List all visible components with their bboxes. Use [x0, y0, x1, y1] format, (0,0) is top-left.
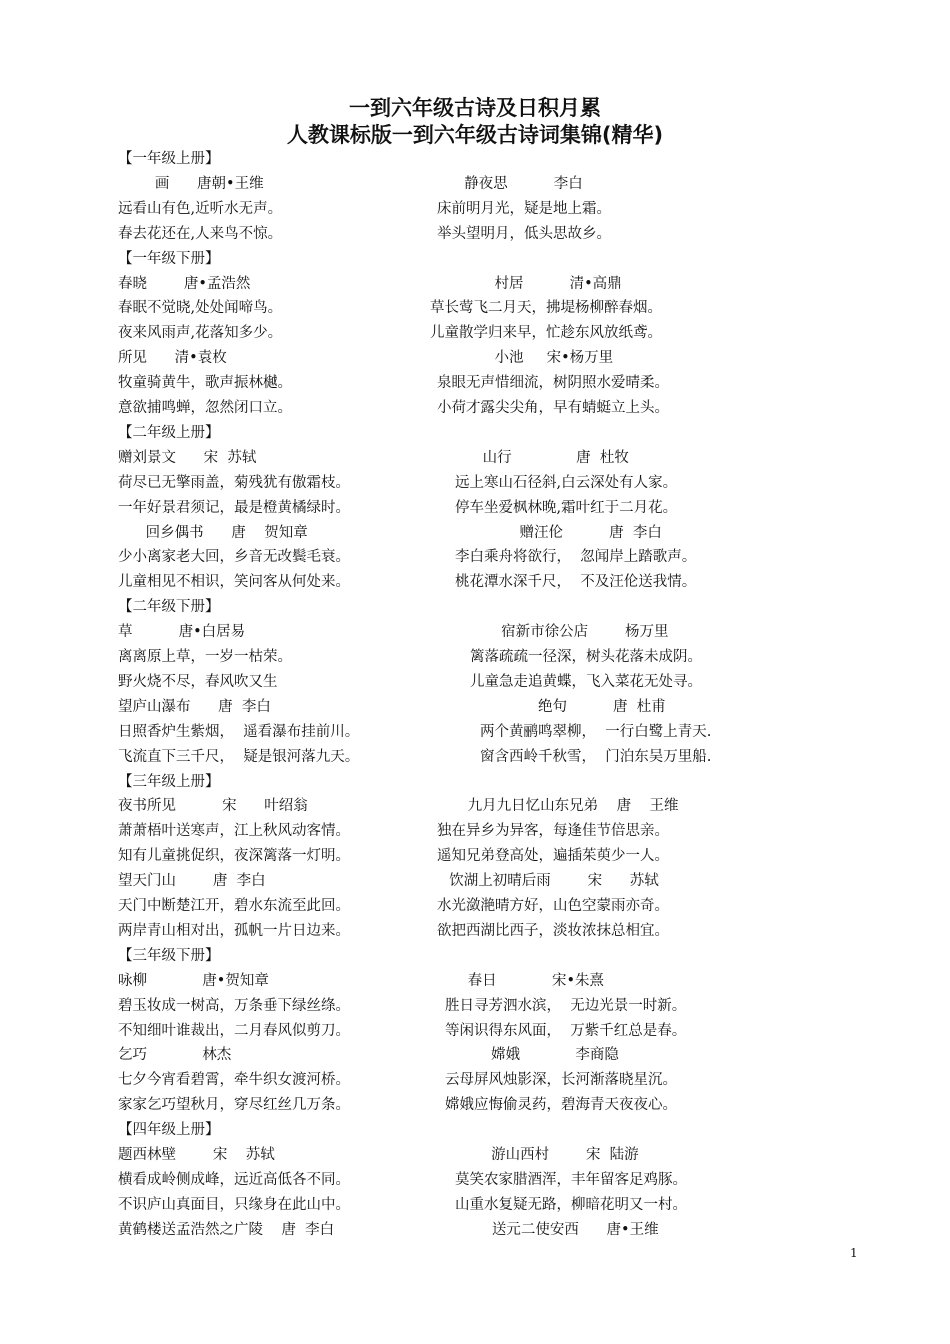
right-line: 嫦娥应悔偷灵药，碧海青天夜夜心。 — [445, 1097, 677, 1113]
right-line: 山行 唐 杜牧 — [455, 450, 629, 466]
left-line: 少小离家老大回，乡音无改鬓毛衰。 — [118, 549, 350, 565]
left-line: 回乡偶书 唐 贺知章 — [118, 525, 308, 541]
left-line: 一年好景君须记，最是橙黄橘绿时。 — [118, 500, 350, 516]
left-line: 春眠不觉晓,处处闻啼鸟。 — [118, 300, 283, 316]
right-line: 静夜思 李白 — [455, 176, 583, 192]
left-line: 两岸青山相对出，孤帆一片日边来。 — [118, 923, 350, 939]
right-line: 山重水复疑无路，柳暗花明又一村。 — [455, 1197, 687, 1213]
left-line: 草 唐•白居易 — [118, 624, 246, 640]
right-line: 欲把西湖比西子，淡妆浓抹总相宜。 — [437, 923, 669, 939]
left-line: 望庐山瀑布 唐 李白 — [118, 699, 271, 715]
left-line: 荷尽已无擎雨盖，菊残犹有傲霜枝。 — [118, 475, 350, 491]
right-line: 水光潋滟晴方好，山色空蒙雨亦奇。 — [437, 898, 669, 914]
left-line: 家家乞巧望秋月，穿尽红丝几万条。 — [118, 1097, 350, 1113]
right-line: 草长莺飞二月天，拂堤杨柳醉春烟。 — [430, 300, 662, 316]
right-line: 游山西村 宋 陆游 — [445, 1147, 639, 1163]
left-line: 碧玉妆成一树高，万条垂下绿丝绦。 — [118, 998, 350, 1014]
right-line: 儿童急走追黄蝶，飞入菜花无处寻。 — [470, 674, 702, 690]
document-title-1: 一到六年级古诗及日积月累 — [349, 96, 601, 120]
left-line: 【一年级上册】 — [118, 151, 220, 167]
right-line: 赠汪伦 唐 李白 — [455, 525, 662, 541]
left-line: 远看山有色,近听水无声。 — [118, 201, 283, 217]
document-title-2: 人教课标版一到六年级古诗词集锦(精华) — [286, 123, 664, 147]
left-line: 夜书所见 宋 叶绍翁 — [118, 798, 308, 814]
right-line: 送元二使安西 唐•王维 — [455, 1222, 659, 1238]
right-line: 饮湖上初晴后雨 宋 苏轼 — [440, 873, 659, 889]
left-line: 望天门山 唐 李白 — [118, 873, 266, 889]
right-line: 村居 清•高鼎 — [430, 276, 622, 292]
right-line: 宿新市徐公店 杨万里 — [455, 624, 669, 640]
right-line: 云母屏风烛影深，长河渐落晓星沉。 — [445, 1072, 677, 1088]
left-line: 日照香炉生紫烟， 遥看瀑布挂前川。 — [118, 724, 360, 740]
left-line: 【四年级上册】 — [118, 1122, 220, 1138]
right-line: 桃花潭水深千尺， 不及汪伦送我情。 — [455, 574, 697, 590]
right-line: 远上寒山石径斜,白云深处有人家。 — [455, 475, 678, 491]
left-line: 知有儿童挑促织，夜深篱落一灯明。 — [118, 848, 350, 864]
right-line: 床前明月光，疑是地上霜。 — [437, 201, 611, 217]
left-line: 【三年级上册】 — [118, 774, 220, 790]
right-line: 窗含西岭千秋雪， 门泊东吴万里船. — [480, 749, 712, 765]
right-line: 遥知兄弟登高处，遍插茱萸少一人。 — [437, 848, 669, 864]
left-line: 【二年级下册】 — [118, 599, 220, 615]
left-line: 不识庐山真面目，只缘身在此山中。 — [118, 1197, 350, 1213]
right-line: 两个黄鹂鸣翠柳， 一行白鹭上青天. — [480, 724, 712, 740]
left-line: 所见 清•袁枚 — [118, 350, 227, 366]
right-line: 九月九日忆山东兄弟 唐 王维 — [440, 798, 679, 814]
left-line: 【一年级下册】 — [118, 251, 220, 267]
left-line: 萧萧梧叶送寒声，江上秋风动客情。 — [118, 823, 350, 839]
right-line: 李白乘舟将欲行， 忽闻岸上踏歌声。 — [455, 549, 697, 565]
left-line: 横看成岭侧成峰，远近高低各不同。 — [118, 1172, 350, 1188]
left-line: 黄鹤楼送孟浩然之广陵 唐 李白 — [118, 1222, 335, 1238]
left-line: 赠刘景文 宋 苏轼 — [118, 450, 257, 466]
left-line: 野火烧不尽，春风吹又生 — [118, 674, 278, 690]
right-line: 嫦娥 李商隐 — [445, 1047, 619, 1063]
left-line: 天门中断楚江开，碧水东流至此回。 — [118, 898, 350, 914]
right-line: 停车坐爱枫林晚,霜叶红于二月花。 — [455, 500, 678, 516]
right-line: 小池 宋•杨万里 — [430, 350, 614, 366]
right-line: 绝句 唐 杜甫 — [455, 699, 666, 715]
left-line: 画 唐朝•王维 — [118, 176, 264, 192]
left-line: 儿童相见不相识，笑问客从何处来。 — [118, 574, 350, 590]
left-line: 飞流直下三千尺， 疑是银河落九天。 — [118, 749, 360, 765]
left-line: 七夕今宵看碧霄，牵牛织女渡河桥。 — [118, 1072, 350, 1088]
left-line: 意欲捕鸣蝉，忽然闭口立。 — [118, 400, 292, 416]
left-line: 【三年级下册】 — [118, 948, 220, 964]
left-line: 【二年级上册】 — [118, 425, 220, 441]
right-line: 泉眼无声惜细流，树阴照水爱晴柔。 — [437, 375, 669, 391]
left-line: 咏柳 唐•贺知章 — [118, 973, 269, 989]
left-line: 春晓 唐•孟浩然 — [118, 276, 251, 292]
left-line: 夜来风雨声,花落知多少。 — [118, 325, 283, 341]
left-line: 春去花还在,人来鸟不惊。 — [118, 226, 283, 242]
right-line: 小荷才露尖尖角，早有蜻蜓立上头。 — [437, 400, 669, 416]
right-line: 胜日寻芳泗水滨， 无边光景一时新。 — [445, 998, 687, 1014]
right-line: 春日 宋•朱熹 — [440, 973, 605, 989]
right-line: 独在异乡为异客，每逢佳节倍思亲。 — [437, 823, 669, 839]
right-line: 等闲识得东风面， 万紫千红总是春。 — [445, 1023, 687, 1039]
left-line: 题西林壁 宋 苏轼 — [118, 1147, 275, 1163]
right-line: 举头望明月，低头思故乡。 — [437, 226, 611, 242]
left-line: 不知细叶谁裁出，二月春风似剪刀。 — [118, 1023, 350, 1039]
right-line: 莫笑农家腊酒浑，丰年留客足鸡豚。 — [455, 1172, 687, 1188]
left-line: 离离原上草，一岁一枯荣。 — [118, 649, 292, 665]
right-line: 篱落疏疏一径深，树头花落未成阴。 — [470, 649, 702, 665]
left-line: 牧童骑黄牛，歌声振林樾。 — [118, 375, 292, 391]
right-line: 儿童散学归来早，忙趁东风放纸鸢。 — [430, 325, 662, 341]
page-number: 1 — [850, 1246, 858, 1260]
left-line: 乞巧 林杰 — [118, 1047, 232, 1063]
